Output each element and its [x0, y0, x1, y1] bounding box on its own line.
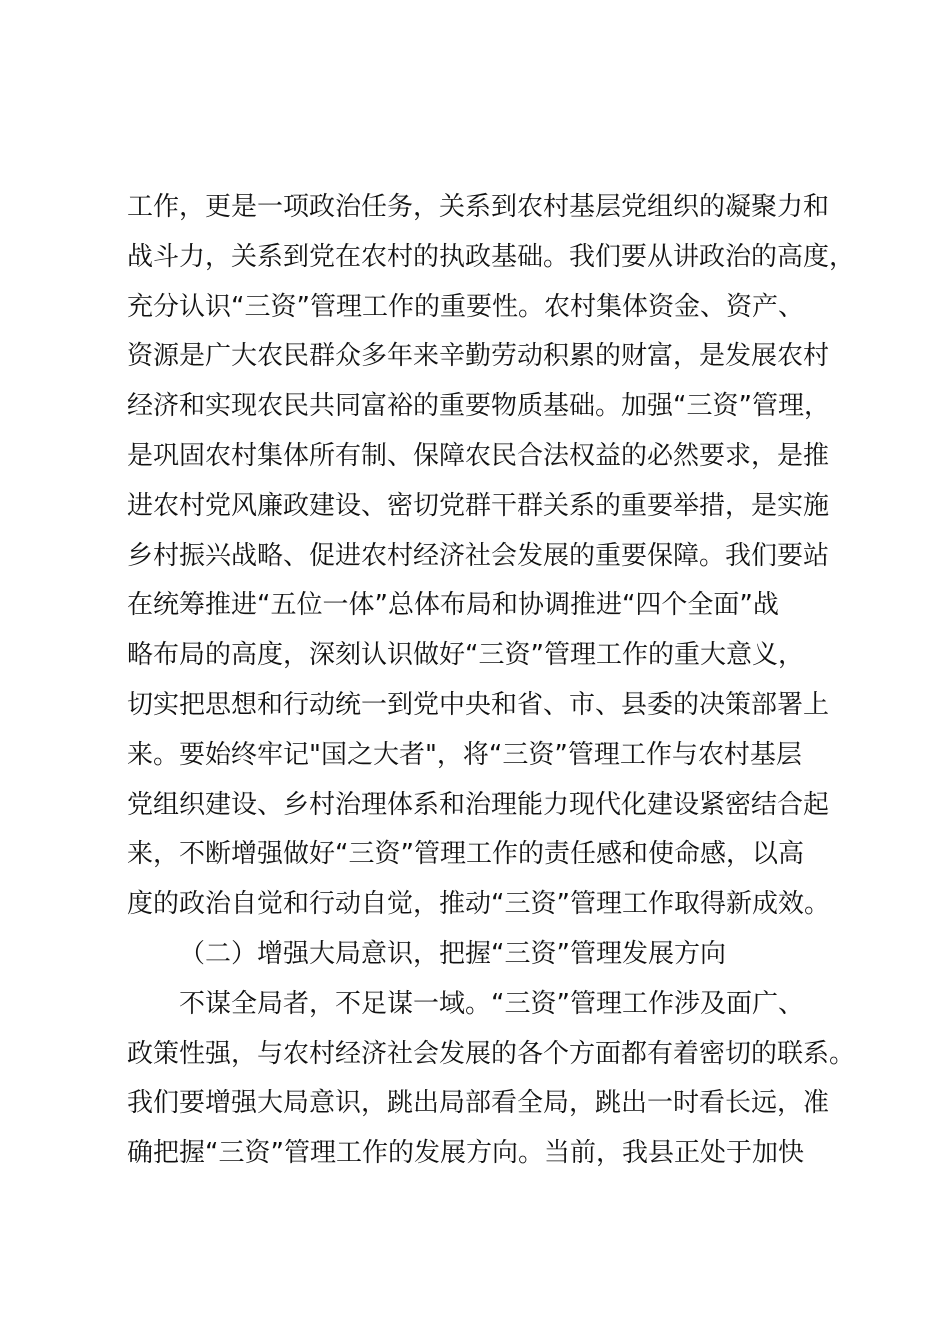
text-line: 来。要始终牢记"国之大者"，将“三资”管理工作与农村基层 — [127, 739, 802, 770]
text-line: 来，不断增强做好“三资”管理工作的责任感和使命感，以高 — [127, 839, 804, 870]
text-line: 充分认识“三资”管理工作的重要性。农村集体资金、资产、 — [127, 291, 804, 322]
text-line: 资源是广大农民群众多年来辛勤劳动积累的财富，是发展农村 — [127, 341, 830, 372]
text-line: 工作，更是一项政治任务，关系到农村基层党组织的凝聚力和 — [127, 192, 830, 222]
section-heading: （二）增强大局意识，把握“三资”管理发展方向 — [179, 938, 726, 969]
text-line: 略布局的高度，深刻认识做好“三资”管理工作的重大意义， — [127, 640, 804, 671]
text-line: 战斗力，关系到党在农村的执政基础。我们要从讲政治的高度， — [127, 241, 856, 272]
text-line: 党组织建设、乡村治理体系和治理能力现代化建设紧密结合起 — [127, 789, 830, 820]
text-line: 经济和实现农民共同富裕的重要物质基础。加强“三资”管理， — [127, 391, 830, 422]
text-line: 我们要增强大局意识，跳出局部看全局，跳出一时看长远，准 — [127, 1088, 830, 1119]
text-line: 乡村振兴战略、促进农村经济社会发展的重要保障。我们要站 — [127, 540, 830, 571]
text-line: 确把握“三资”管理工作的发展方向。当前，我县正处于加快 — [127, 1138, 804, 1169]
body-text — [127, 183, 857, 1179]
text-line: 在统筹推进“五位一体”总体布局和协调推进“四个全面”战 — [127, 590, 779, 621]
text-line: 切实把思想和行动统一到党中央和省、市、县委的决策部署上 — [127, 689, 830, 720]
text-line: 政策性强，与农村经济社会发展的各个方面都有着密切的联系。 — [127, 1038, 856, 1069]
text-line: 进农村党风廉政建设、密切党群干群关系的重要举措，是实施 — [127, 490, 830, 521]
text-line: 不谋全局者，不足谋一域。“三资”管理工作涉及面广、 — [179, 988, 804, 1019]
text-line: 度的政治自觉和行动自觉，推动“三资”管理工作取得新成效。 — [127, 889, 830, 920]
text-line: 是巩固农村集体所有制、保障农民合法权益的必然要求，是推 — [127, 440, 830, 471]
